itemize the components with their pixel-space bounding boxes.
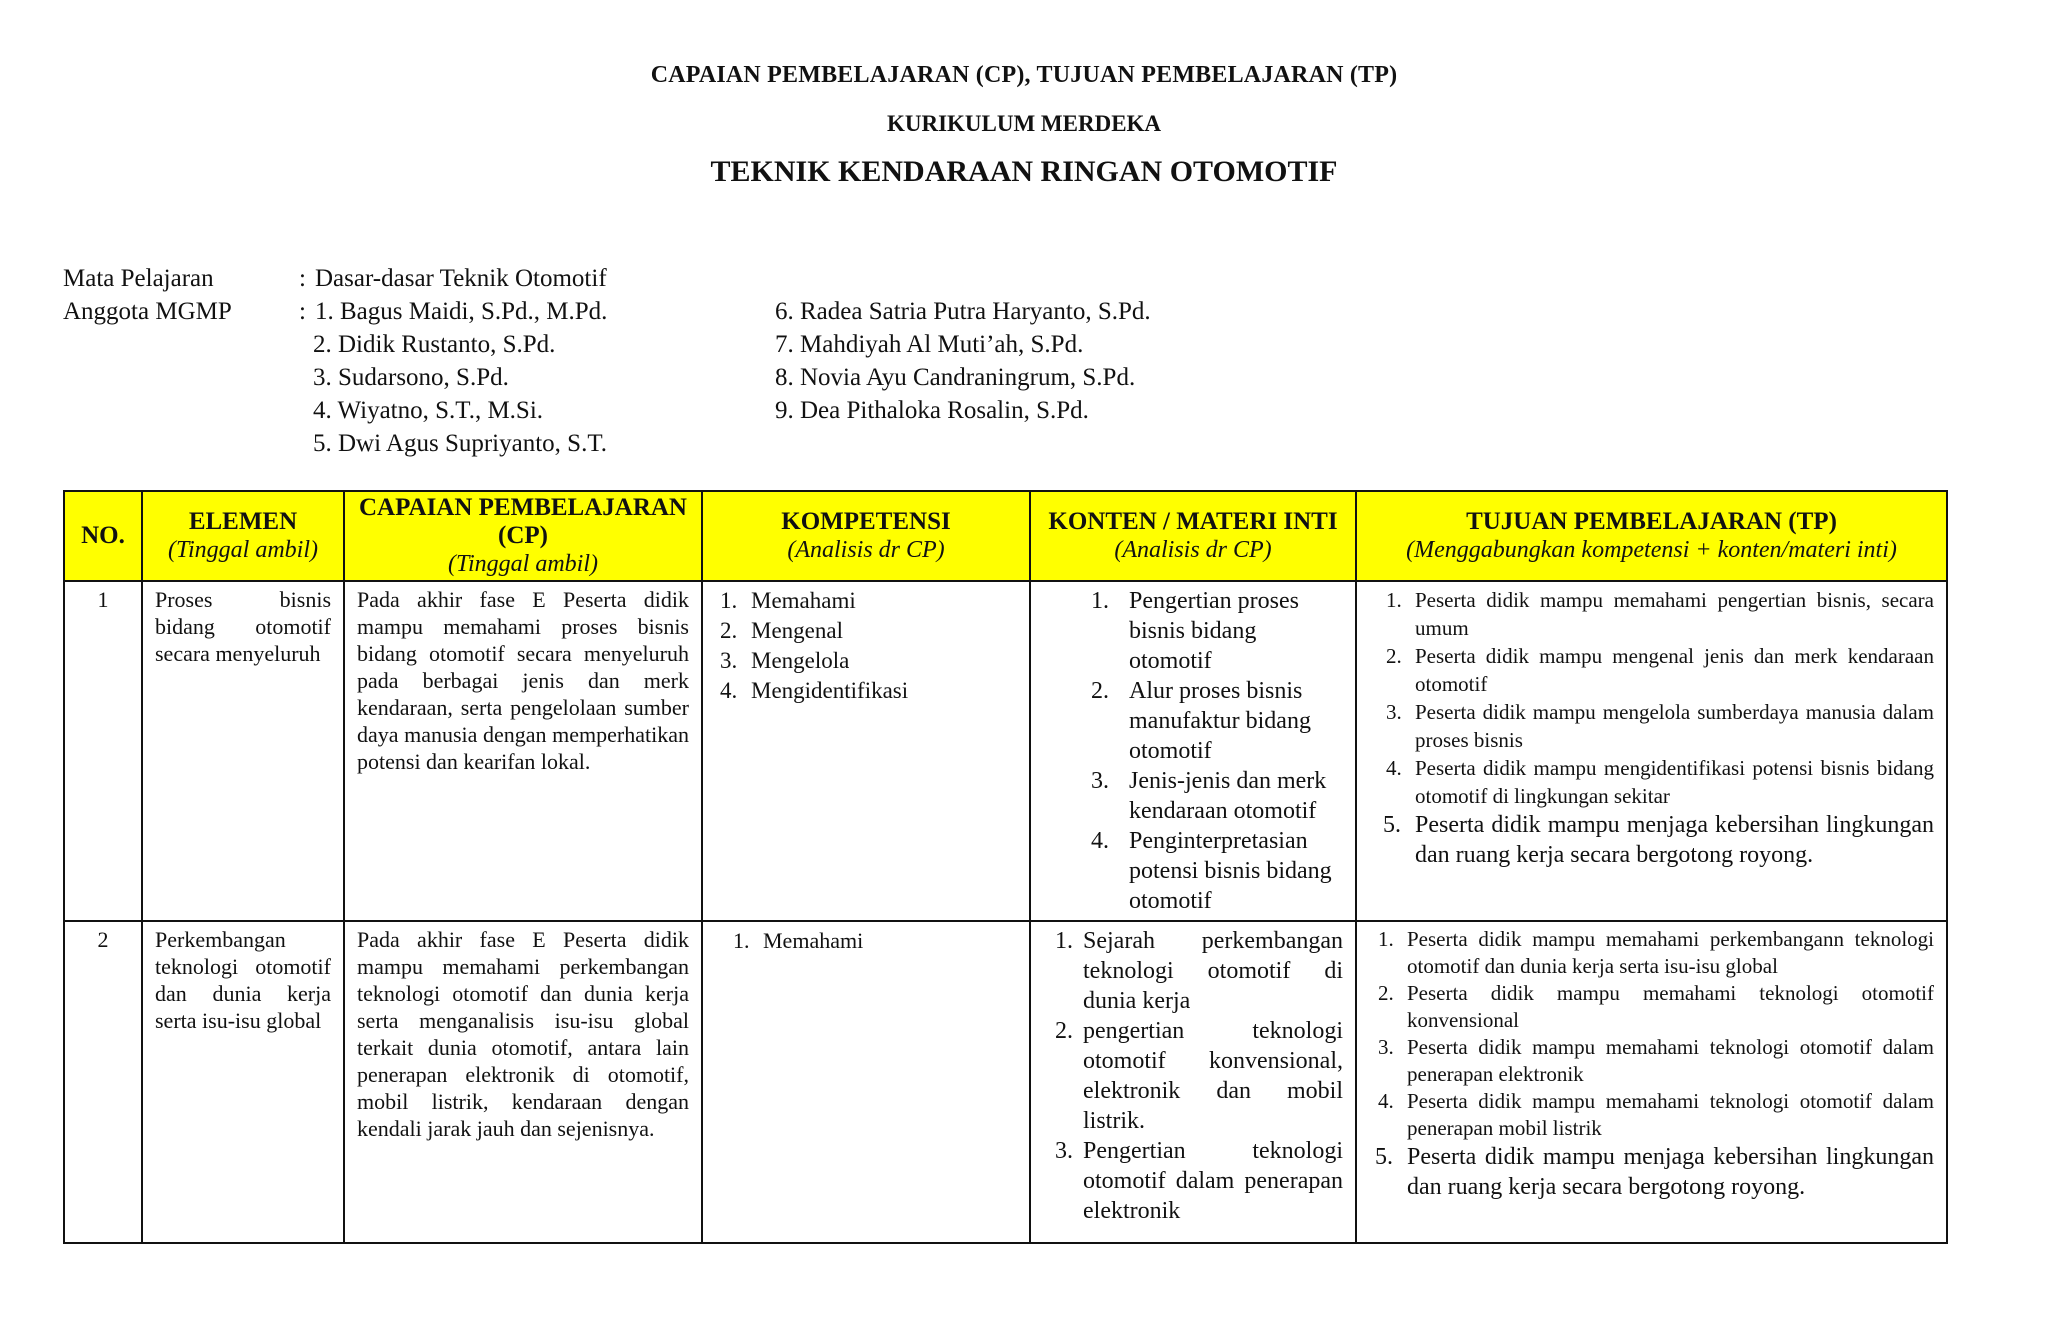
- member-item: 6. Radea Satria Putra Haryanto, S.Pd.: [775, 298, 1151, 325]
- header-tp: [1356, 491, 1947, 581]
- kompetensi-item: 3. Mengelola: [743, 646, 1017, 676]
- members-list-left: [313, 295, 607, 460]
- tp-item: 2. Peserta didik mampu memahami teknologi otomotif konvensional: [1399, 980, 1934, 1034]
- tp-item: 5. Peserta didik mampu menjaga kebersihan lingkungan dan ruang kerja secara bergotong royong.: [1399, 1142, 1934, 1202]
- kompetensi-item: 2. Mengenal: [743, 616, 1017, 646]
- cell-no: 2: [64, 921, 142, 1243]
- member-item: 8. Novia Ayu Candraningrum, S.Pd.: [775, 364, 1136, 391]
- konten-item: 3. Pengertian teknologi otomotif dalam penerapan elektronik: [1079, 1136, 1343, 1226]
- konten-item: 2. pengertian teknologi otomotif konvensional, elektronik dan mobil listrik.: [1079, 1016, 1343, 1136]
- cp-tp-table: [63, 490, 1948, 1244]
- header-kompetensi-note: (Analisis dr CP): [787, 537, 945, 563]
- header-cp: [344, 491, 702, 581]
- cell-cp: Pada akhir fase E Peserta didik mampu memahami perkembangan teknologi otomotif dan dunia kerja serta menganalisis isu-isu global terkait dunia otomotif, antara lain penerapan elektronik di otomotif, mobil listrik, kendaraan dengan kendali jarak jauh dan sejenisnya.: [344, 921, 702, 1243]
- table-row: [64, 921, 1947, 1243]
- table-row: [64, 581, 1947, 921]
- header-elemen-label: ELEMEN: [188, 508, 298, 535]
- header-konten-label: KONTEN / MATERI INTI: [1048, 508, 1338, 535]
- kompetensi-item: 4. Mengidentifikasi: [743, 676, 1017, 706]
- subject-label: Mata Pelajaran: [63, 265, 214, 292]
- tp-item: 1. Peserta didik mampu memahami pengertian bisnis, secara umum: [1407, 586, 1934, 642]
- member-item: 3. Sudarsono, S.Pd.: [313, 364, 509, 391]
- tp-item: 4. Peserta didik mampu mengidentifikasi potensi bisnis bidang otomotif di lingkungan sekitar: [1407, 754, 1934, 810]
- cell-tp: [1356, 921, 1947, 1243]
- header-konten-note: (Analisis dr CP): [1114, 537, 1272, 563]
- cell-elemen: Perkembangan teknologi otomotif dan dunia kerja serta isu-isu global: [142, 921, 344, 1243]
- document-subtitle-curriculum: KURIKULUM MERDEKA: [886, 111, 1162, 136]
- konten-item: 2. Alur proses bisnis manufaktur bidang otomotif: [1115, 676, 1343, 766]
- subject-colon: :: [299, 265, 306, 292]
- member-item: 4. Wiyatno, S.T., M.Si.: [313, 397, 544, 424]
- konten-item: 1. Sejarah perkembangan teknologi otomotif di dunia kerja: [1079, 926, 1343, 1016]
- header-konten: [1030, 491, 1356, 581]
- konten-item: 3. Jenis-jenis dan merk kendaraan otomotif: [1115, 766, 1343, 826]
- tp-item: 4. Peserta didik mampu memahami teknologi otomotif dalam penerapan mobil listrik: [1399, 1088, 1934, 1142]
- member-item: 5. Dwi Agus Supriyanto, S.T.: [313, 430, 607, 457]
- member-item: 2. Didik Rustanto, S.Pd.: [313, 331, 556, 358]
- header-no: NO.: [64, 491, 142, 581]
- cell-kompetensi: [702, 921, 1030, 1243]
- kompetensi-item: 1. Memahami: [755, 926, 1017, 956]
- cell-konten: [1030, 921, 1356, 1243]
- header-cp-label: CAPAIAN PEMBELAJARAN (CP): [358, 494, 687, 549]
- header-kompetensi-label: KOMPETENSI: [781, 508, 951, 535]
- header-tp-note: (Menggabungkan kompetensi + konten/materi inti): [1406, 537, 1897, 563]
- document-subtitle-program: TEKNIK KENDARAAN RINGAN OTOMOTIF: [710, 155, 1338, 188]
- tp-item: 5. Peserta didik mampu menjaga kebersihan lingkungan dan ruang kerja secara bergotong royong.: [1407, 810, 1934, 870]
- header-tp-label: TUJUAN PEMBELAJARAN (TP): [1466, 508, 1837, 535]
- members-list-right: [775, 295, 1151, 427]
- header-elemen-note: (Tinggal ambil): [167, 537, 318, 563]
- cell-konten: [1030, 581, 1356, 921]
- kompetensi-item: 1. Memahami: [743, 586, 1017, 616]
- konten-item: 1. Pengertian proses bisnis bidang otomotif: [1115, 586, 1343, 676]
- cell-no: 1: [64, 581, 142, 921]
- member-item: 9. Dea Pithaloka Rosalin, S.Pd.: [775, 397, 1089, 424]
- table-header-row: [64, 491, 1947, 581]
- tp-item: 2. Peserta didik mampu mengenal jenis dan merk kendaraan otomotif: [1407, 642, 1934, 698]
- document-title: CAPAIAN PEMBELAJARAN (CP), TUJUAN PEMBELAJARAN (TP): [650, 62, 1398, 88]
- header-kompetensi: [702, 491, 1030, 581]
- header-elemen: [142, 491, 344, 581]
- cell-cp: Pada akhir fase E Peserta didik mampu memahami proses bisnis bidang otomotif secara menyeluruh pada berbagai jenis dan merk kendaraan, serta pengelolaan sumber daya manusia dengan memperhatikan potensi dan kearifan lokal.: [344, 581, 702, 921]
- tp-item: 1. Peserta didik mampu memahami perkembangann teknologi otomotif dan dunia kerja serta isu-isu global: [1399, 926, 1934, 980]
- konten-item: 4. Penginterpretasian potensi bisnis bidang otomotif: [1115, 826, 1343, 916]
- member-item: 7. Mahdiyah Al Muti’ah, S.Pd.: [775, 331, 1084, 358]
- cell-kompetensi: [702, 581, 1030, 921]
- document-title-block: [0, 62, 2048, 189]
- tp-item: 3. Peserta didik mampu mengelola sumberdaya manusia dalam proses bisnis: [1407, 698, 1934, 754]
- member-item: 1. Bagus Maidi, S.Pd., M.Pd.: [315, 298, 608, 325]
- tp-item: 3. Peserta didik mampu memahami teknologi otomotif dalam penerapan elektronik: [1399, 1034, 1934, 1088]
- members-label: Anggota MGMP: [63, 298, 232, 325]
- cell-tp: [1356, 581, 1947, 921]
- subject-value: Dasar-dasar Teknik Otomotif: [315, 265, 607, 292]
- header-cp-note: (Tinggal ambil): [447, 551, 598, 577]
- members-colon: :: [299, 298, 306, 325]
- cell-elemen: Proses bisnis bidang otomotif secara menyeluruh: [142, 581, 344, 921]
